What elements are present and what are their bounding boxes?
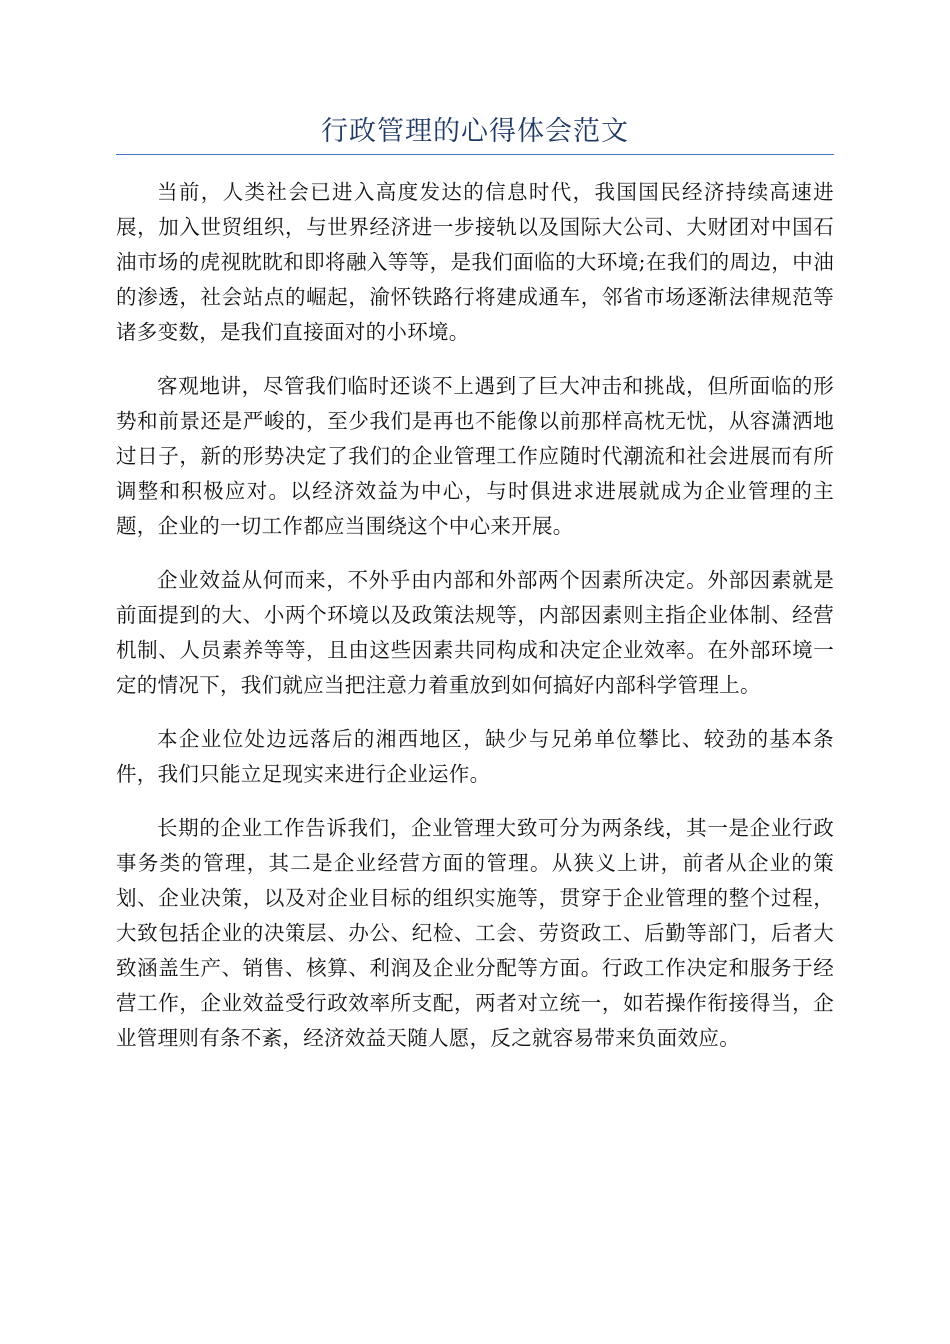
document-title: 行政管理的心得体会范文 <box>321 116 629 147</box>
document-body <box>116 175 834 1075</box>
paragraph-4: 本企业位处边远落后的湘西地区，缺少与兄弟单位攀比、较劲的基本条件，我们只能立足现实来进行企业运作。 <box>116 727 834 786</box>
paragraph-1: 当前，人类社会已进入高度发达的信息时代，我国国民经济持续高速进展，加入世贸组织，与世界经济进一步接轨以及国际大公司、大财团对中国石油市场的虎视眈眈和即将融入等等，是我们面临的大环境;在我们的周边，中油的渗透，社会站点的崛起，渝怀铁路行将建成通车，邻省市场逐渐法律规范等诸多变数，是我们直接面对的小环境。 <box>116 180 834 344</box>
paragraph-3: 企业效益从何而来，不外乎由内部和外部两个因素所决定。外部因素就是前面提到的大、小两个环境以及政策法规等，内部因素则主指企业体制、经营机制、人员素养等等，且由这些因素共同构成和决定企业效率。在外部环境一定的情况下，我们就应当把注意力着重放到如何搞好内部科学管理上。 <box>116 568 834 697</box>
title-underline <box>116 154 834 155</box>
paragraph-2: 客观地讲，尽管我们临时还谈不上遇到了巨大冲击和挑战，但所面临的形势和前景还是严峻的，至少我们是再也不能像以前那样高枕无忧，从容潇洒地过日子，新的形势决定了我们的企业管理工作应随时代潮流和社会进展而有所调整和积极应对。以经济效益为中心，与时俱进求进展就成为企业管理的主题，企业的一切工作都应当围绕这个中心来开展。 <box>116 374 834 538</box>
paragraph-5: 长期的企业工作告诉我们，企业管理大致可分为两条线，其一是企业行政事务类的管理，其二是企业经营方面的管理。从狭义上讲，前者从企业的策划、企业决策，以及对企业目标的组织实施等，贯穿于企业管理的整个过程，大致包括企业的决策层、办公、纪检、工会、劳资政工、后勤等部门，后者大致涵盖生产、销售、核算、利润及企业分配等方面。行政工作决定和服务于经营工作，企业效益受行政效率所支配，两者对立统一，如若操作衔接得当，企业管理则有条不紊，经济效益天随人愿，反之就容易带来负面效应。 <box>116 816 834 1050</box>
